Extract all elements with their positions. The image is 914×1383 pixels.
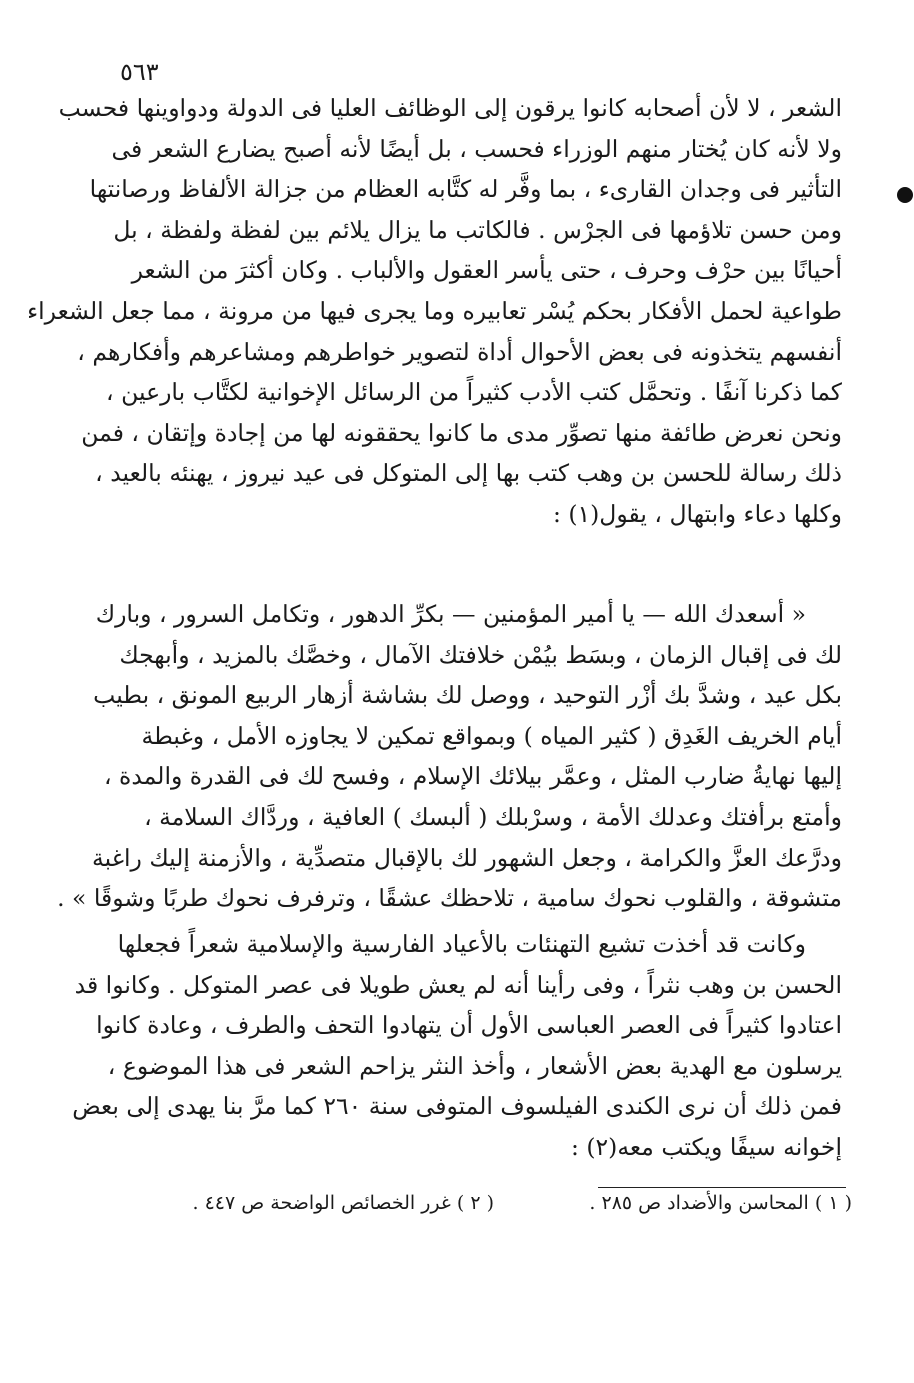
text-line: التأثير فى وجدان القارىء ، بما وفَّر له كتَّابه العظام من جزالة الألفاظ ورصانتها — [89, 175, 842, 204]
text-line: إخوانه سيفًا ويكتب معه(٢) : — [570, 1132, 842, 1161]
text-line: إليها نهايةُ ضارب المثل ، وعمَّر بيلائك الإسلام ، وفسح لك فى القدرة والمدة ، — [104, 762, 842, 791]
text-line: الشعر ، لا لأن أصحابه كانوا يرقون إلى الوظائف العليا فى الدولة ودواوينها فحسب — [58, 94, 842, 122]
text-line: يرسلون مع الهدية بعض الأشعار ، وأخذ النثر يزاحم الشعر فى هذا الموضوع ، — [107, 1051, 842, 1080]
text-line: ذلك رسالة للحسن بن وهب كتب بها إلى المتوكل فى عيد نيروز ، يهنئه بالعيد ، — [95, 459, 842, 488]
paragraph-intro — [27, 88, 842, 535]
text-line: الحسن بن وهب نثراً ، وفى رأينا أنه لم يعش طويلا فى عصر المتوكل . وكانوا قد — [74, 970, 842, 999]
text-line: ودرَّعك العزَّ والكرامة ، وجعل الشهور لك بالإقبال متصدِّية ، والأزمنة إليك راغبة — [92, 843, 842, 872]
text-line: بكل عيد ، وشدَّ بك أزْر التوحيد ، ووصل لك بشاشة أزهار الربيع المونق ، بطيب — [93, 681, 842, 710]
text-line: متشوقة ، والقلوب نحوك سامية ، تلاحظك عشقًا ، وترفرف نحوك طربًا وشوقًا » . — [57, 884, 842, 913]
margin-dot-mark — [897, 187, 913, 203]
page-number: ٥٦٣ — [120, 58, 159, 86]
footnote-2: ( ٢ ) غرر الخصائص الواضحة ص ٤٤٧ . — [192, 1192, 494, 1214]
paragraph-gifts — [72, 924, 842, 1168]
footnote-1: ( ١ ) المحاسن والأضداد ص ٢٨٥ . — [589, 1192, 852, 1214]
footnote-divider — [598, 1187, 846, 1188]
text-line: وكلها دعاء وابتهال ، يقول(١) : — [552, 499, 842, 528]
text-line: أيام الخريف الغَدِق ( كثير المياه ) وبمواقع تمكين لا يجاوزه الأمل ، وغبطة — [141, 721, 842, 750]
text-line: أحيانًا بين حرْف وحرف ، حتى يأسر العقول والألباب . وكان أكثرَ من الشعر — [131, 256, 842, 285]
text-line: وأمتع برأفتك وعدلك الأمة ، وسرْبلك ( ألبسك ) العافية ، وردَّاك السلامة ، — [144, 802, 842, 831]
text-line: أنفسهم يتخذونه فى بعض الأحوال أداة لتصوير خواطرهم ومشاعرهم وأفكارهم ، — [77, 337, 842, 366]
text-line: ولا لأنه كان يُختار منهم الوزراء فحسب ، بل أيضًا لأنه أصبح يضارع الشعر فى — [111, 134, 842, 163]
text-line: فمن ذلك أن نرى الكندى الفيلسوف المتوفى سنة ٢٦٠ كما مرَّ بنا يهدى إلى بعض — [72, 1092, 842, 1121]
text-line: « أسعدك الله — يا أمير المؤمنين — بكرِّ الدهور ، وتكامل السرور ، وبارك — [95, 600, 806, 628]
text-line: وكانت قد أخذت تشيع التهنئات بالأعياد الفارسية والإسلامية شعراً فجعلها — [117, 930, 806, 958]
text-line: طواعية لحمل الأفكار بحكم يُسْر تعابيره وما يجرى فيها من مرونة ، مما جعل الشعراء — [27, 296, 842, 325]
quoted-letter — [57, 594, 842, 919]
text-line: لك فى إقبال الزمان ، وبسَط بيُمْن خلافتك الآمال ، وخصَّك بالمزيد ، وأبهجك — [119, 640, 842, 669]
text-line: ونحن نعرض طائفة منها تصوِّر مدى ما كانوا يحققونه لها من إجادة وإتقان ، فمن — [81, 418, 842, 447]
text-line: ومن حسن تلاؤمها فى الجرْس . فالكاتب ما يزال يلائم بين لفظة ولفظة ، بل — [113, 215, 842, 244]
text-line: اعتادوا كثيراً فى العصر العباسى الأول أن يتهادوا التحف والطرف ، وعادة كانوا — [96, 1011, 842, 1040]
text-line: كما ذكرنا آنفًا . وتحمَّل كتب الأدب كثيراً من الرسائل الإخوانية لكتَّاب بارعين ، — [106, 378, 842, 407]
